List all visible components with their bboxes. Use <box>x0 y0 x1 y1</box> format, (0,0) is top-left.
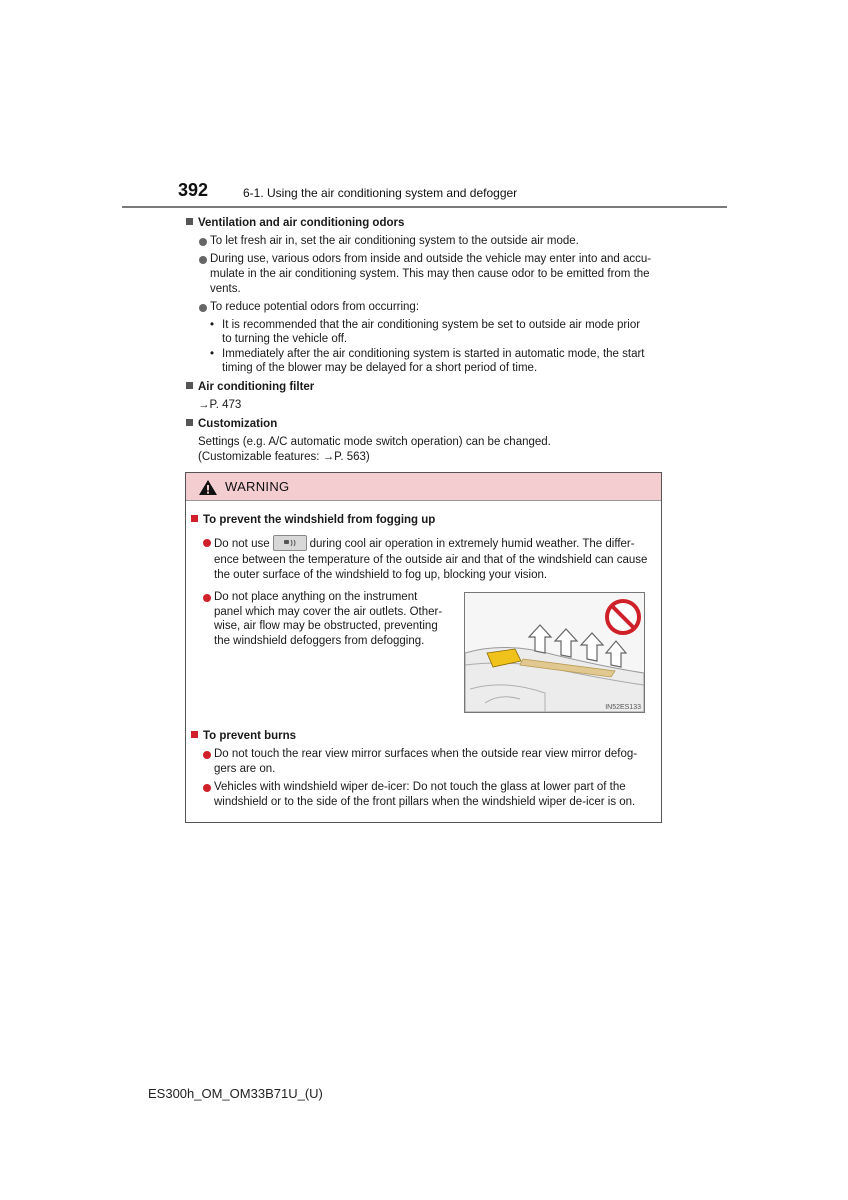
ventilation-bullet-2-line-2: mulate in the air conditioning system. This may then cause odor to be emitted from the <box>210 268 650 280</box>
square-bullet-icon <box>191 515 198 522</box>
defogger-button-icon <box>273 535 307 551</box>
sub-bullet-marker: • <box>210 319 215 331</box>
burns-item-2-line-1: Vehicles with windshield wiper de-icer: Do not touch the glass at lower part of the <box>214 781 626 793</box>
fog-item-1-line-2: ence between the temperature of the outside air and that of the windshield can cause <box>214 554 648 566</box>
filter-page-ref[interactable]: →P. 473 <box>198 399 242 411</box>
customization-line-2: (Customizable features: →P. 563) <box>198 451 370 463</box>
fog-item-2-line-4: the windshield defoggers from defogging. <box>214 635 425 647</box>
burns-item-1-line-1: Do not touch the rear view mirror surfaces when the outside rear view mirror defog- <box>214 748 638 760</box>
ventilation-bullet-2-line-3: vents. <box>210 283 241 295</box>
square-bullet-icon <box>191 731 198 738</box>
burns-heading: To prevent burns <box>191 729 296 744</box>
fog-item-2-line-2: panel which may cover the air outlets. Other- <box>214 606 443 618</box>
square-bullet-icon <box>186 218 193 225</box>
sub-bullet-1-line-2: to turning the vehicle off. <box>222 333 348 345</box>
filter-heading: Air conditioning filter <box>186 380 314 395</box>
customization-heading: Customization <box>186 417 277 432</box>
sub-bullet-1-line-1: It is recommended that the air conditioning system be set to outside air mode prior <box>222 319 641 331</box>
dashboard-drawing <box>465 593 644 712</box>
fog-item-1-line-1: Do not use during cool air operation in extremely humid weather. The differ- <box>214 535 635 552</box>
bullet-dot-icon <box>199 304 207 312</box>
burns-item-1-line-2: gers are on. <box>214 763 276 775</box>
sub-bullet-marker: • <box>210 348 215 360</box>
warning-label: WARNING <box>225 479 290 494</box>
bullet-dot-icon <box>203 594 211 602</box>
page-number: 392 <box>178 180 209 200</box>
fog-item-2-line-3: wise, air flow may be obstructed, preventing <box>214 620 438 632</box>
fog-heading: To prevent the windshield from fogging up <box>191 513 435 528</box>
fog-item-2-line-1: Do not place anything on the instrument <box>214 591 418 603</box>
bullet-dot-icon <box>203 784 211 792</box>
sub-bullet-2-line-2: timing of the blower may be delayed for a short period of time. <box>222 362 538 374</box>
warning-header <box>186 473 661 501</box>
instrument-panel-illustration <box>464 592 645 713</box>
ventilation-bullet-1: To let fresh air in, set the air conditioning system to the outside air mode. <box>210 235 579 247</box>
bullet-dot-icon <box>203 539 211 547</box>
ventilation-heading: Ventilation and air conditioning odors <box>186 216 404 231</box>
bullet-dot-icon <box>203 751 211 759</box>
header-divider <box>122 206 727 208</box>
ventilation-bullet-2-line-1: During use, various odors from inside and outside the vehicle may enter into and accu- <box>210 253 652 265</box>
square-bullet-icon <box>186 419 193 426</box>
illustration-code: IN52ES133 <box>605 704 641 711</box>
warning-triangle-icon <box>198 479 218 496</box>
customization-line-1: Settings (e.g. A/C automatic mode switch operation) can be changed. <box>198 436 551 448</box>
sub-bullet-2-line-1: Immediately after the air conditioning system is started in automatic mode, the start <box>222 348 645 360</box>
bullet-dot-icon <box>199 238 207 246</box>
fog-item-1-line-3: the outer surface of the windshield to fog up, blocking your vision. <box>214 569 548 581</box>
square-bullet-icon <box>186 382 193 389</box>
bullet-dot-icon <box>199 256 207 264</box>
section-title: 6-1. Using the air conditioning system and defogger <box>243 186 518 200</box>
footer-code: ES300h_OM_OM33B71U_(U) <box>148 1086 323 1101</box>
burns-item-2-line-2: windshield or to the side of the front pillars when the windshield wiper de-icer is on. <box>214 796 636 808</box>
ventilation-bullet-3: To reduce potential odors from occurring: <box>210 301 420 313</box>
